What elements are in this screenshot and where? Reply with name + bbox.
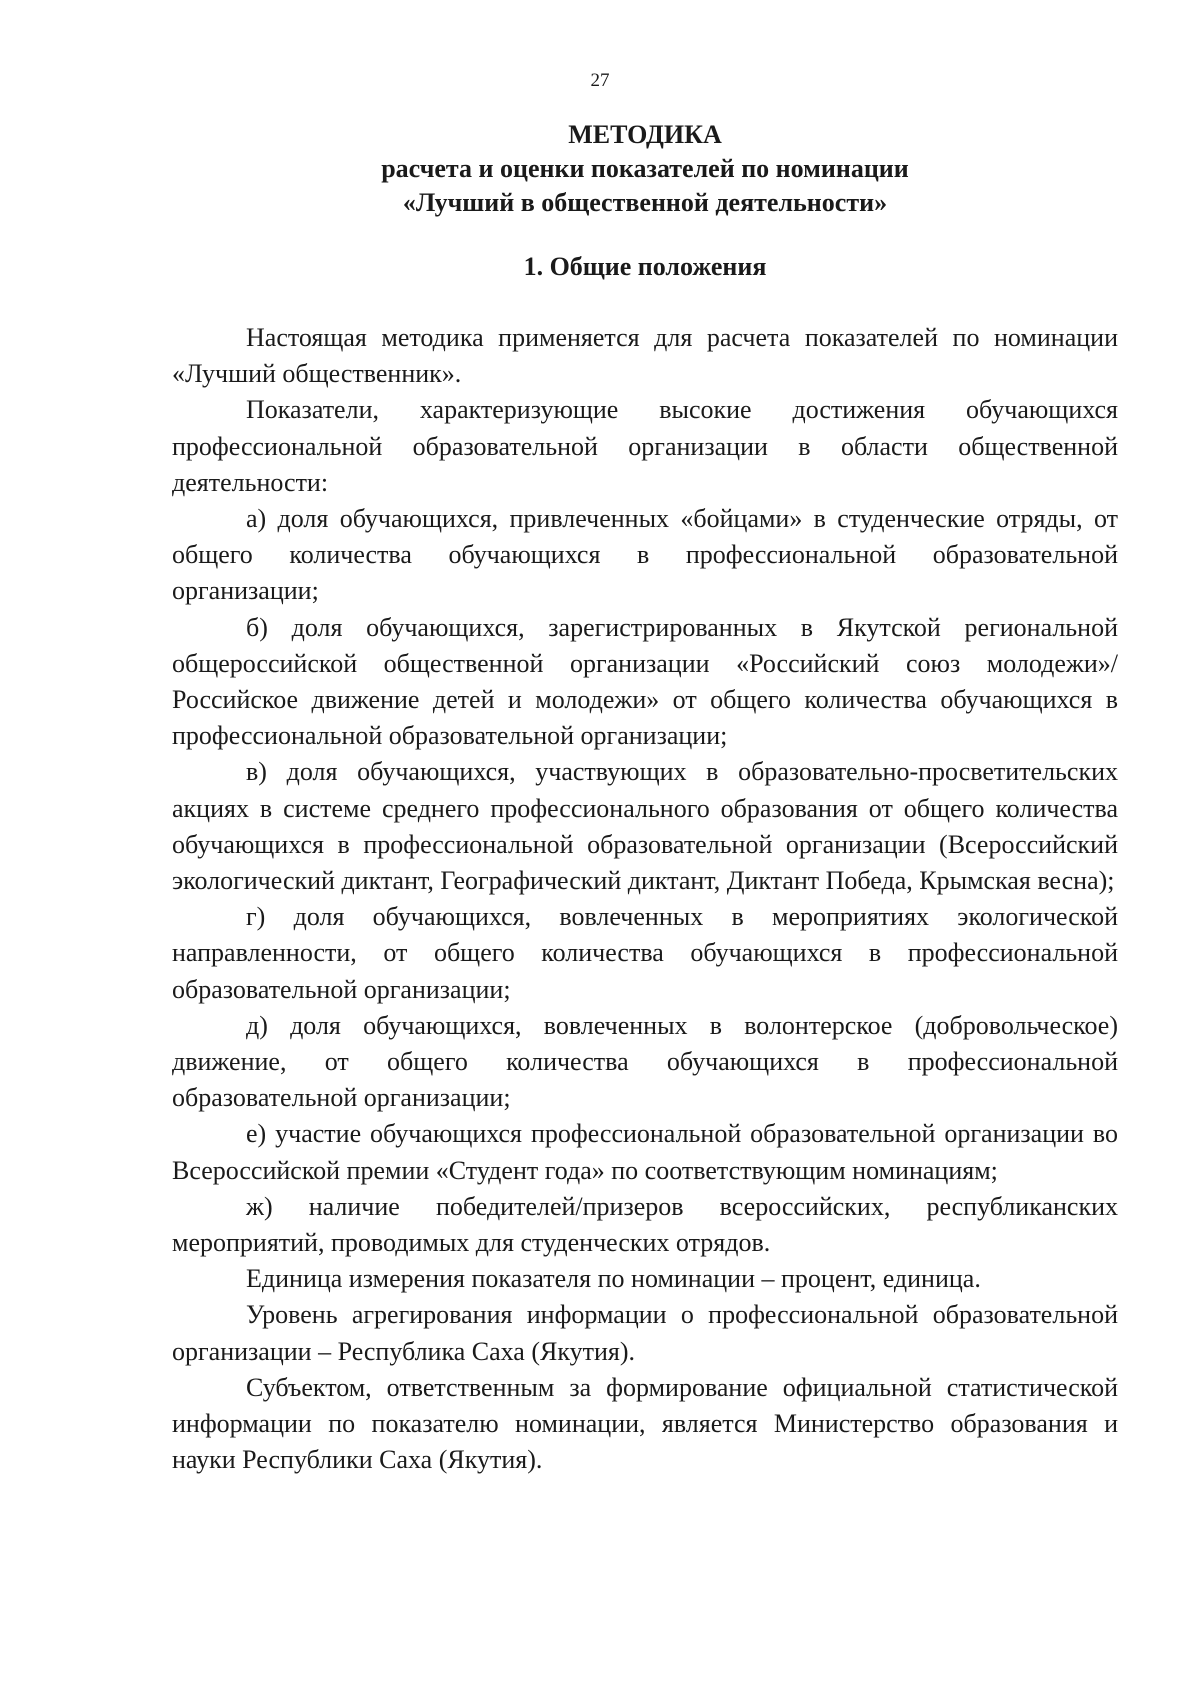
paragraph-responsible: Субъектом, ответственным за формирование официальной статистической информации по показателю номинации, является Министерство образования и науки Республики Саха (Якутия).	[172, 1372, 1118, 1475]
page-number: 27	[590, 70, 610, 91]
section-title: 1. Общие положения	[523, 252, 767, 281]
paragraph-unit: Единица измерения показателя по номинации – процент, единица.	[246, 1264, 981, 1294]
document-title: МЕТОДИКА	[568, 120, 722, 149]
document-subtitle-line-1: расчета и оценки показателей по номинации	[381, 154, 909, 183]
paragraph-intro: Настоящая методика применяется для расчета показателей по номинации «Лучший общественник».	[172, 323, 1118, 389]
paragraph-indicators-lead: Показатели, характеризующие высокие достижения обучающихся профессиональной образовательной организации в области общественной деятельности:	[172, 395, 1118, 497]
list-item-g: г) доля обучающихся, вовлеченных в мероприятиях экологической направленности, от общего количества обучающихся в профессиональной образовательной организации;	[172, 902, 1118, 1004]
paragraph-aggregation: Уровень агрегирования информации о профессиональной образовательной организации – Республика Саха (Якутия).	[172, 1300, 1118, 1366]
list-item-zh: ж) наличие победителей/призеров всероссийских, республиканских мероприятий, проводимых для студенческих отрядов.	[172, 1191, 1118, 1258]
document-subtitle-line-2: «Лучший в общественной деятельности»	[402, 188, 888, 217]
list-item-v: в) доля обучающихся, участвующих в образовательно-просветительских акциях в системе среднего профессионального образования от общего количества обучающихся в профессиональной образовательной организации (Всероссийский экологический диктант, Географический диктант, Диктант Победа, Крымская весна);	[172, 757, 1118, 896]
document-header	[172, 118, 1118, 220]
list-item-a: а) доля обучающихся, привлеченных «бойцами» в студенческие отряды, от общего количества обучающихся в профессиональной образовательной организации;	[172, 504, 1118, 606]
list-item-d: д) доля обучающихся, вовлеченных в волонтерское (добровольческое) движение, от общего количества обучающихся в профессиональной образовательной организации;	[172, 1010, 1118, 1113]
list-item-b: б) доля обучающихся, зарегистрированных в Якутской региональной общероссийской общественной организации «Российский союз молодежи»/Российское движение детей и молодежи» от общего количества обучающихся в профессиональной образовательной организации;	[172, 612, 1118, 751]
document-body	[172, 320, 1118, 1479]
list-item-e: е) участие обучающихся профессиональной образовательной организации во Всероссийской премии «Студент года» по соответствующим номинациям;	[172, 1119, 1118, 1185]
